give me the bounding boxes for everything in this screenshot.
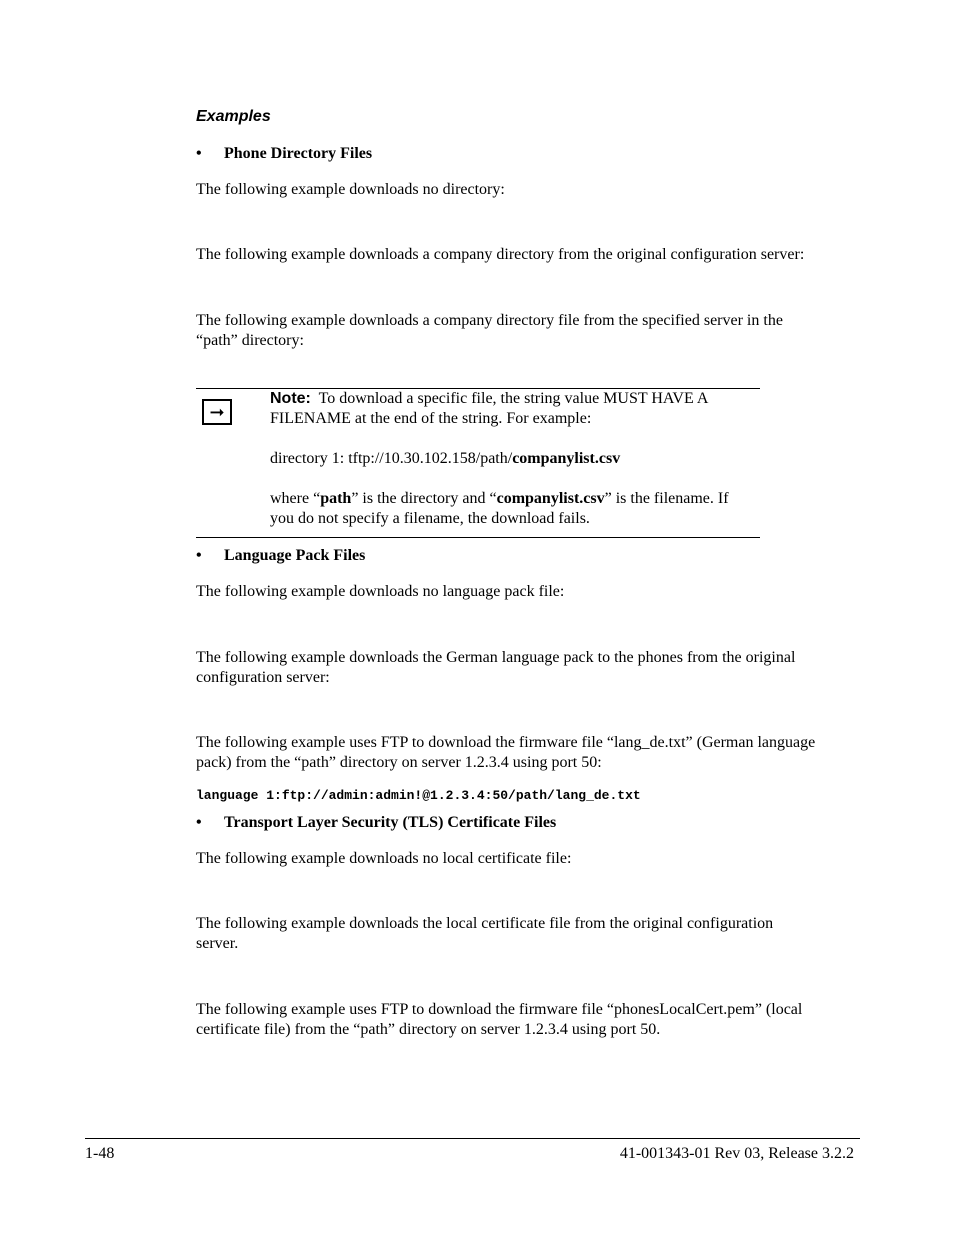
section-heading: Examples <box>196 108 271 125</box>
bullet-tls <box>196 814 556 832</box>
paragraph: The following example downloads a company directory from the original configuration server: <box>196 246 805 263</box>
note-example: directory 1: tftp://10.30.102.158/path/companylist.csv <box>270 450 621 467</box>
footer-rule <box>85 1138 860 1139</box>
paragraph: The following example downloads no local certificate file: <box>196 850 572 867</box>
paragraph: The following example uses FTP to download the firmware file “phonesLocalCert.pem” (local certificate file) from the “path” directory on server 1.2.3.4 using port 50. <box>196 1001 803 1038</box>
code-example: language 1:ftp://admin:admin!@1.2.3.4:50/path/lang_de.txt <box>196 788 641 803</box>
note-text: Note: To download a specific file, the string value MUST HAVE A FILENAME at the end of the string. For example: directory 1: tftp://10.30.102.158/path/companylist.csv where “path” is the directory and “companylist.csv” is the filename. If you do not specify a filename, the download fails. <box>270 389 760 529</box>
note-where: where “path” is the directory and “companylist.csv” is the filename. If <box>270 490 729 507</box>
bullet-phone-directory <box>196 145 372 163</box>
paragraph: The following example downloads no directory: <box>196 181 505 198</box>
bullet-dot: • <box>196 814 202 831</box>
paragraph: The following example uses FTP to download the firmware file “lang_de.txt” (German language pack) from the “path” directory on server 1.2.3.4 using port 50: <box>196 734 816 771</box>
bullet-dot: • <box>196 145 202 162</box>
paragraph: The following example downloads a company directory file from the specified server in the “path” directory: <box>196 312 783 349</box>
document-id: 41-001343-01 Rev 03, Release 3.2.2 <box>619 1145 854 1162</box>
bullet-dot: • <box>196 547 202 564</box>
page-number: 1-48 <box>85 1145 115 1162</box>
paragraph: The following example downloads the local certificate file from the original configuration server. <box>196 915 774 952</box>
paragraph: The following example downloads no language pack file: <box>196 583 565 600</box>
bullet-language-pack <box>196 547 365 565</box>
paragraph: The following example downloads the German language pack to the phones from the original configuration server: <box>196 649 796 686</box>
bullet-label: Phone Directory Files <box>224 145 373 162</box>
bullet-label: Transport Layer Security (TLS) Certificate Files <box>224 814 557 831</box>
note-label: Note: <box>270 390 311 407</box>
note-bottom-rule <box>196 537 760 538</box>
arrow-right-icon: ➞ <box>202 399 232 425</box>
bullet-label: Language Pack Files <box>224 547 366 564</box>
